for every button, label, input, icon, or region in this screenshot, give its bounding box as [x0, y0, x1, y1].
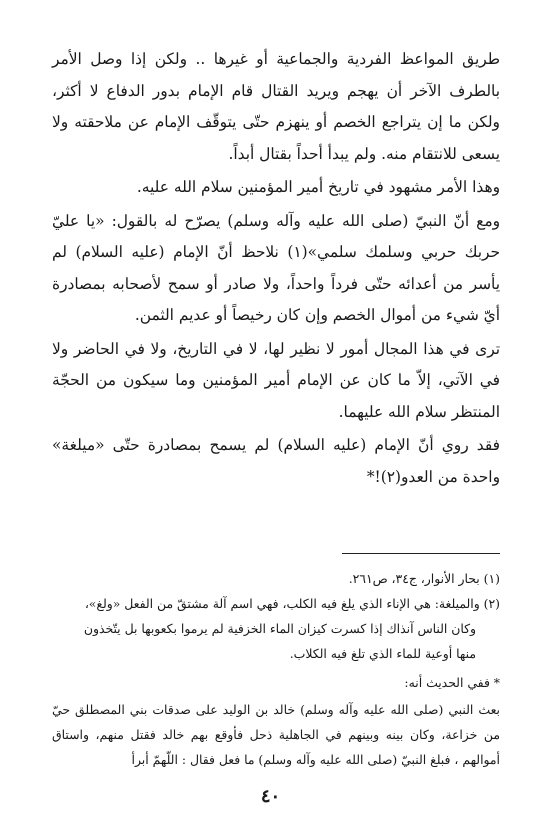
footnotes: [52, 566, 500, 772]
footnote-3-heading: * ففي الحديث أنه:: [404, 675, 500, 690]
footnote-2-line-1: (٢) والميلغة: هي الإناء الذي يلغ فيه الكلب، فهي اسم آلة مشتقّ من الفعل «ولغ»،: [84, 596, 500, 611]
footnote-2-line-3: منها أوعية للماء الذي تلغ فيه الكلاب.: [289, 646, 476, 661]
footnote-1: (١) بحار الأنوار، ج٣٤، ص٢٦١.: [348, 571, 500, 586]
paragraph-5: فقد روي أنّ الإمام (عليه السلام) لم يسمح بمصادرة حتّى «ميلغة» واحدة من العدو(٢)!*: [52, 436, 500, 486]
paragraph-3: ومع أنّ النبيّ (صلى الله عليه وآله وسلم) يصرّح له بالقول: «يا عليّ حربك حربي وسلمك سلمي»(١) نلاحظ أنّ الإمام (عليه السلام) لم يأسر من أعدائه حتّى فرداً واحداً، ولا صادر أو سمح لأصحابه بمصادرة أيّ شيء من أموال الخصم وإن كان رخيصاً أو عديم الثمن.: [52, 211, 500, 324]
paragraph-1: طريق المواعظ الفردية والجماعية أو غيرها .. ولكن إذا وصل الأمر بالطرف الآخر أن يهجم ويريد القتال قام الإمام بدور الدفاع لا أكثر، ولكن ما إن يتراجع الخصم أو ينهزم حتّى يتوقّف الإمام عن ملاحقته ولا يسعى للانتقام منه. ولم يبدأ أحداً بقتال أبداً.: [52, 50, 500, 163]
footnote-2-line-2: وكان الناس آنذاك إذا كسرت كيزان الماء الخزفية لم يرموا بكعوبها بل يتّخذون: [83, 621, 476, 636]
main-text: [52, 44, 500, 493]
footnote-divider: [342, 553, 500, 554]
paragraph-4: ترى في هذا المجال أمور لا نظير لها، لا في التاريخ، ولا في الحاضر ولا في الآتي، إلاّ ما كان عن الإمام أمير المؤمنين وما سيكون من الحجّة المنتظر سلام الله عليهما.: [52, 339, 500, 421]
page-number: ٤٠: [260, 786, 281, 807]
paragraph-2: وهذا الأمر مشهود في تاريخ أمير المؤمنين سلام الله عليه.: [136, 178, 500, 196]
footnote-3-body: بعث النبي (صلى الله عليه وآله وسلم) خالد بن الوليد على صدقات بني المصطلق حيّ من خزاعة، وكان بينه وبينهم في الجاهلية ذحل فأوقع بهم خالد فقتل منهم، واستاق أموالهم ، فبلغ النبيّ (صلى الله عليه وآله وسلم) ما فعل فقال : اللّهمّ أبرأ: [52, 702, 500, 767]
footnote-2: [52, 591, 500, 666]
